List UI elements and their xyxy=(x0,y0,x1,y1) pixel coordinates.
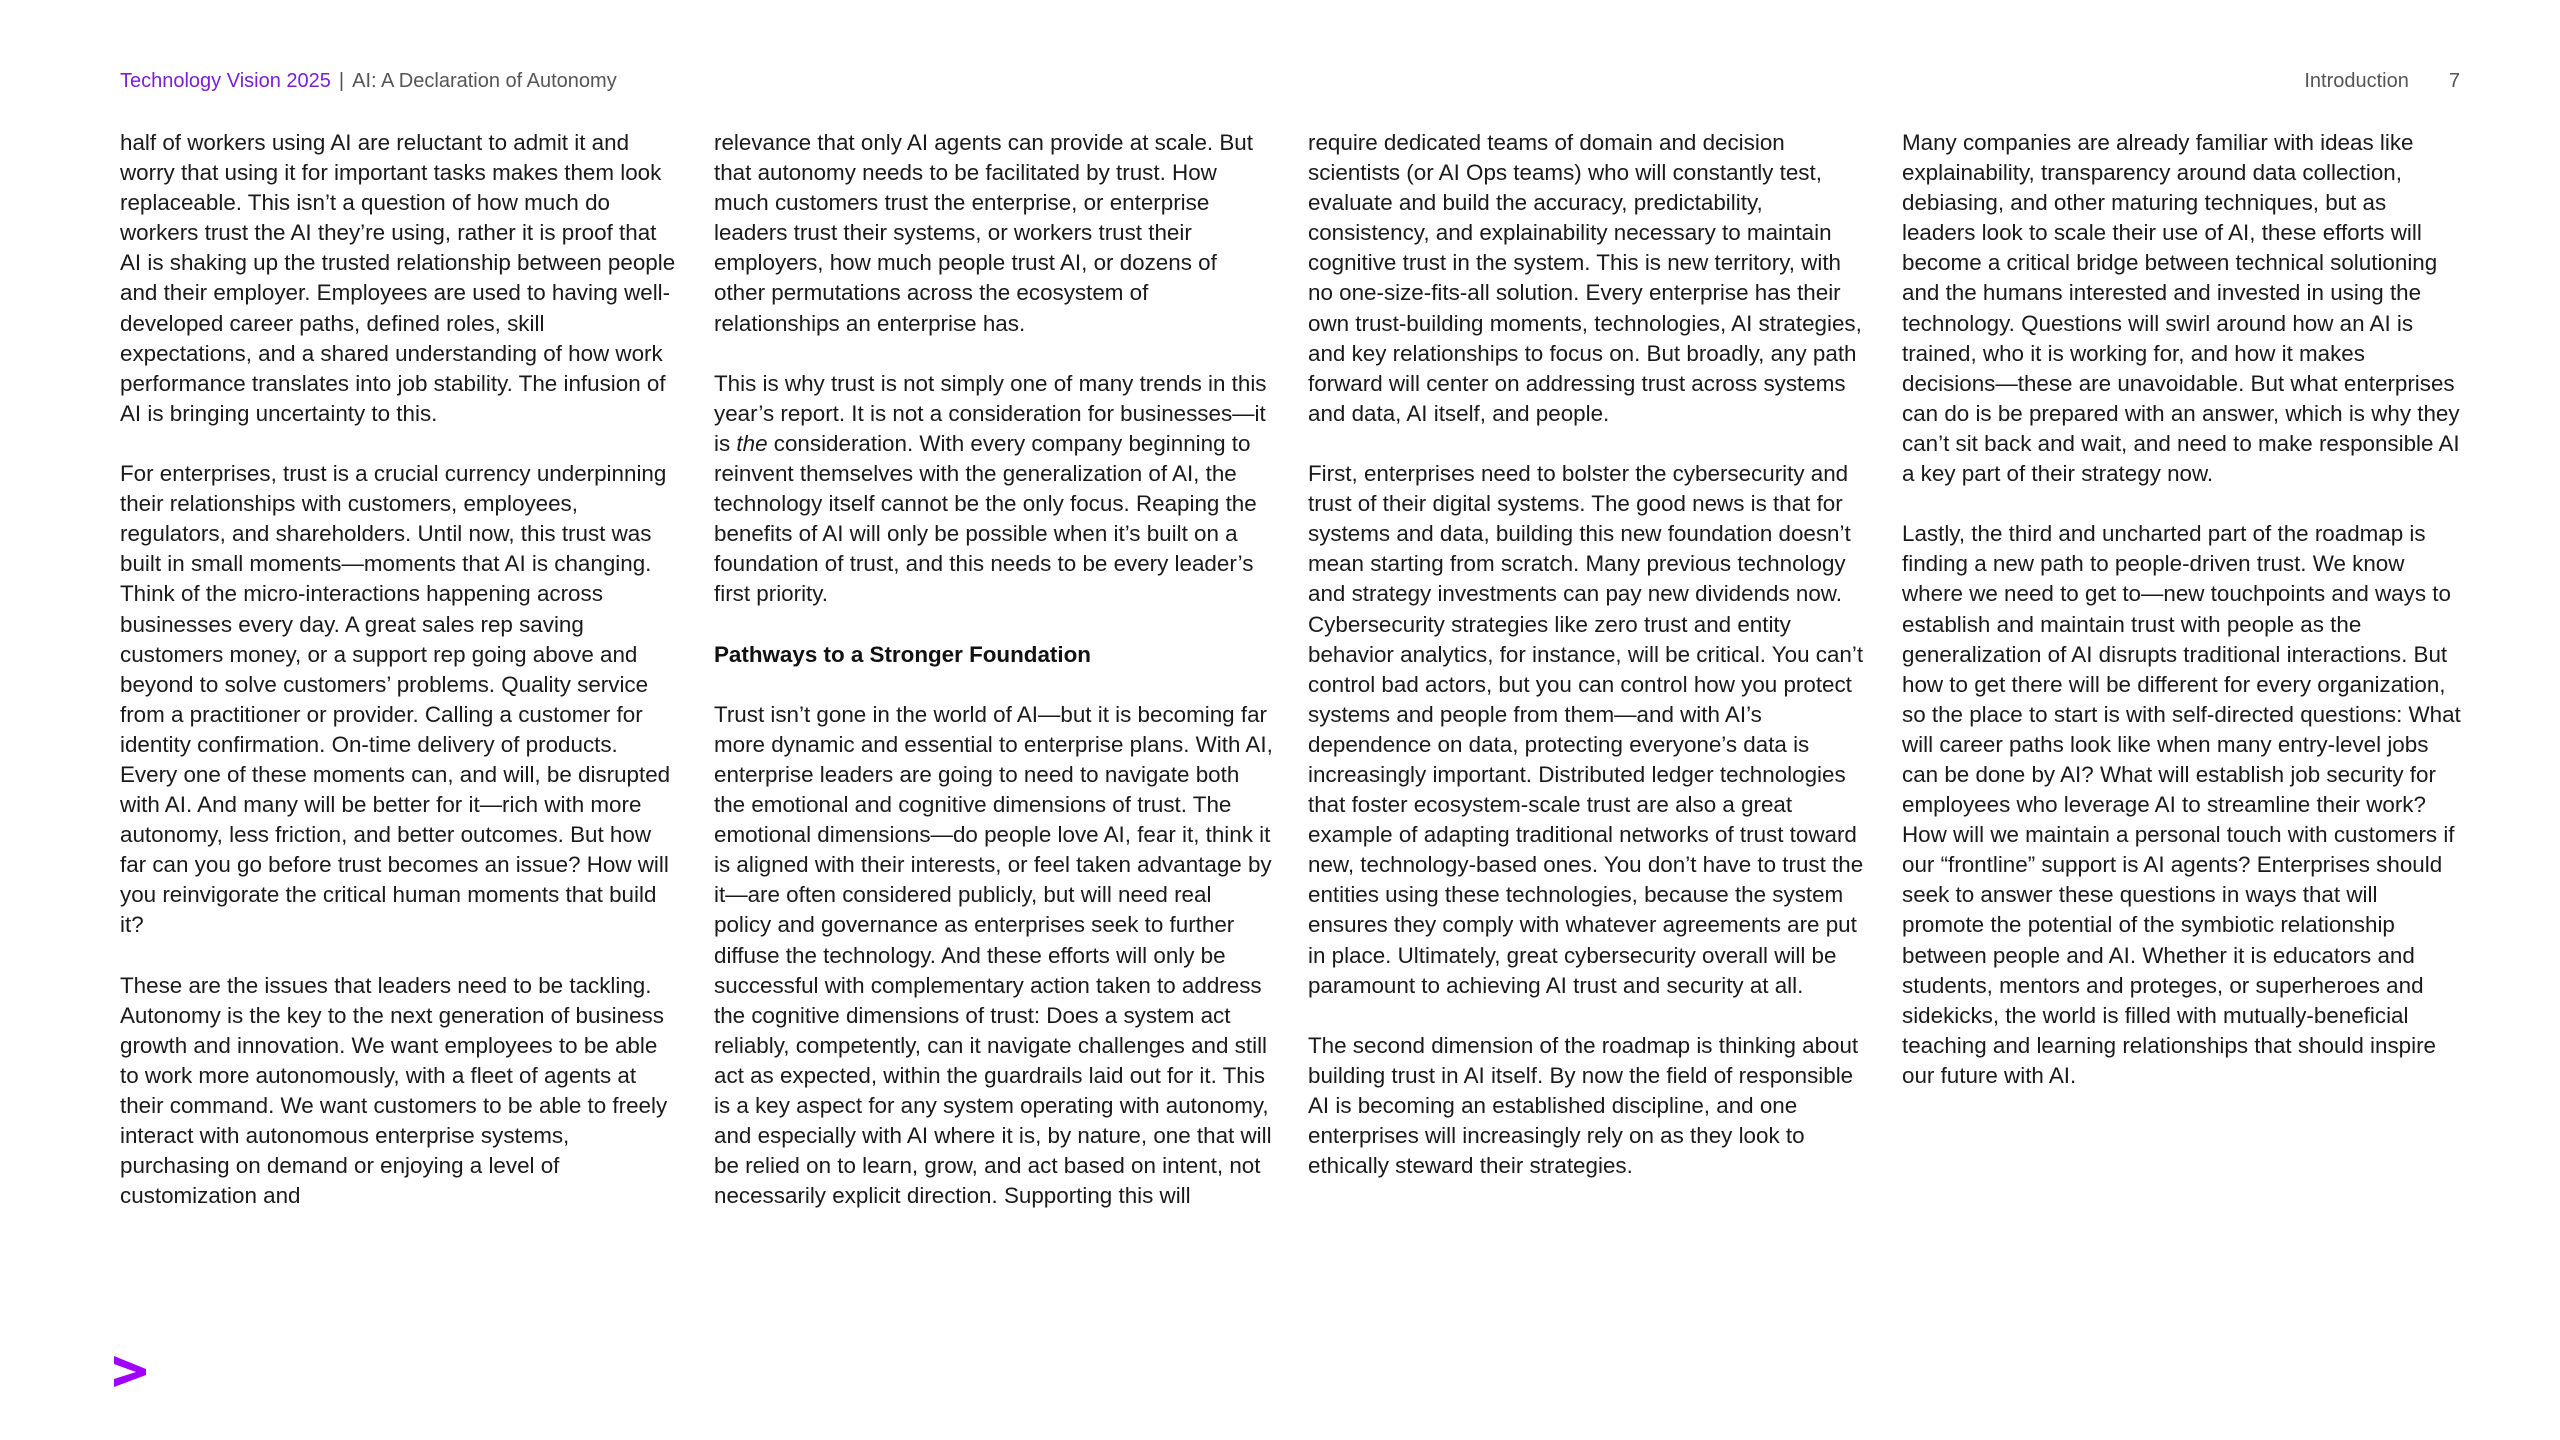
emphasis-text: the xyxy=(736,430,768,456)
brand-title[interactable]: Technology Vision 2025 xyxy=(120,70,331,92)
document-title[interactable]: AI: A Declaration of Autonomy xyxy=(352,70,617,92)
section-indicator xyxy=(2304,70,2460,93)
paragraph: half of workers using AI are reluctant to admit it and worry that using it for important tasks makes them look replaceable. This isn’t a question of how much do workers trust the AI they’re using, rather it is proof that AI is shaking up the trusted relationship between people and their employer. Employees are used to having well-developed career paths, defined roles, skill expectations, and a shared understanding of how work performance translates into job stability. The infusion of AI is bringing uncertainty to this. xyxy=(120,130,676,426)
text-column-4 xyxy=(1902,128,2462,1091)
paragraph: For enterprises, trust is a crucial currency underpinning their relationships with customers, employees, regulators, and shareholders. Until now, this trust was built in small moments—moments that AI is changing. Think of the micro-interactions happening across businesses every day. A great sales rep saving customers money, or a support rep going above and beyond to solve customers’ problems. Quality service from a practitioner or provider. Calling a customer for identity confirmation. On-time delivery of products. Every one of these moments can, and will, be disrupted with AI. And many will be better for it—rich with more autonomy, less friction, and better outcomes. But how far can you go before trust becomes an issue? How will you reinvigorate the critical human moments that build it? xyxy=(120,461,671,938)
paragraph: require dedicated teams of domain and decision scientists (or AI Ops teams) who will constantly test, evaluate and build the accuracy, predictability, consistency, and explainability necessary to maintain cognitive trust in the system. This is new territory, with no one-size-fits-all solution. Every enterprise has their own trust-building moments, technologies, AI strategies, and key relationships to focus on. But broadly, any path forward will center on addressing trust across systems and data, AI itself, and people. xyxy=(1308,130,1862,426)
running-title xyxy=(120,70,617,93)
title-separator: | xyxy=(338,70,345,92)
logo-chevron-shape xyxy=(114,1356,146,1387)
paragraph: relevance that only AI agents can provide at scale. But that autonomy needs to be facilitated by trust. How much customers trust the enterprise, or enterprise leaders trust their systems, or workers trust their employers, how much people trust AI, or dozens of other permutations across the ecosystem of relationships an enterprise has. xyxy=(714,130,1253,336)
paragraph: These are the issues that leaders need to be tackling. Autonomy is the key to the next generation of business growth and innovation. We want employees to be able to work more autonomously, with a fleet of agents at their command. We want customers to be able to freely interact with autonomous enterprise systems, purchasing on demand or enjoying a level of customization and xyxy=(120,972,668,1209)
paragraph-text: consideration. With every company beginning to reinvent themselves with the generalization of AI, the technology itself cannot be the only focus. Reaping the benefits of AI will only be possible when it’s built on a foundation of trust, and this needs to be every leader’s first priority. xyxy=(714,430,1257,607)
paragraph: Trust isn’t gone in the world of AI—but it is becoming far more dynamic and essential to enterprise plans. With AI, enterprise leaders are going to need to navigate both the emotional and cognitive dimensions of trust. The emotional dimensions—do people love AI, fear it, think it is aligned with their interests, or feel taken advantage by it—are often considered publicly, but will need real policy and governance as enterprises seek to further diffuse the technology. And these efforts will only be successful with complementary action taken to address the cognitive dimensions of trust: Does a system act reliably, competently, can it navigate challenges and still act as expected, within the guardrails laid out for it. This is a key aspect for any system operating with autonomy, and especially with AI where it is, by nature, one that will be relied on to learn, grow, and act based on intent, not necessarily explicit direction. Supporting this will xyxy=(714,701,1273,1209)
accenture-greater-than-logo-icon[interactable] xyxy=(110,1354,150,1388)
paragraph: First, enterprises need to bolster the cybersecurity and trust of their digital systems. The good news is that for systems and data, building this new foundation doesn’t mean starting from scratch. Many previous technology and strategy investments can pay new dividends now. Cybersecurity strategies like zero trust and entity behavior analytics, for instance, will be critical. You can’t control bad actors, but you can control how you protect systems and people from them—and with AI’s dependence on data, protecting everyone’s data is increasingly important. Distributed ledger technologies that foster ecosystem-scale trust are also a great example of adapting traditional networks of trust toward new, technology-based ones. You don’t have to trust the entities using these technologies, because the system ensures they comply with whatever agreements are put in place. Ultimately, great cybersecurity overall will be paramount to achieving AI trust and security at all. xyxy=(1308,461,1864,998)
paragraph: The second dimension of the roadmap is thinking about building trust in AI itself. By now the field of responsible AI is becoming an established discipline, and one enterprises will increasingly rely on as they look to ethically steward their strategies. xyxy=(1308,1032,1859,1179)
text-column-1 xyxy=(120,128,680,1211)
text-column-3 xyxy=(1308,128,1868,1181)
paragraph-text: This is why trust is not simply one of many trends in this year’s report. It is not a consideration for businesses—it is xyxy=(714,370,1267,456)
paragraph xyxy=(714,369,1274,610)
page-header xyxy=(120,70,2460,102)
paragraph: Many companies are already familiar with ideas like explainability, transparency around data collection, debiasing, and other maturing techniques, but as leaders look to scale their use of AI, these efforts will become a critical bridge between technical solutioning and the humans interested and invested in using the technology. Questions will swirl around how an AI is trained, who it is working for, and how it makes decisions—these are unavoidable. But what enterprises can do is be prepared with an answer, which is why they can’t sit back and wait, and need to make responsible AI a key part of their strategy now. xyxy=(1902,130,2460,487)
paragraph: Lastly, the third and uncharted part of the roadmap is finding a new path to people-driven trust. We know where we need to get to—new touchpoints and ways to establish and maintain trust with people as the generalization of AI disrupts traditional interactions. But how to get there will be different for every organization, so the place to start is with self-directed questions: What will career paths look like when many entry-level jobs can be done by AI? What will establish job security for employees who leverage AI to streamline their work? How will we maintain a personal touch with customers if our “frontline” support is AI agents? Enterprises should seek to answer these questions in ways that will promote the potential of the symbiotic relationship between people and AI. Whether it is educators and students, mentors and proteges, or superheroes and sidekicks, the world is filled with mutually-beneficial teaching and learning relationships that should inspire our future with AI. xyxy=(1902,521,2461,1088)
section-name[interactable]: Introduction xyxy=(2304,70,2409,92)
page-number: 7 xyxy=(2448,70,2460,92)
section-heading: Pathways to a Stronger Foundation xyxy=(714,641,1091,667)
text-column-2 xyxy=(714,128,1274,1211)
